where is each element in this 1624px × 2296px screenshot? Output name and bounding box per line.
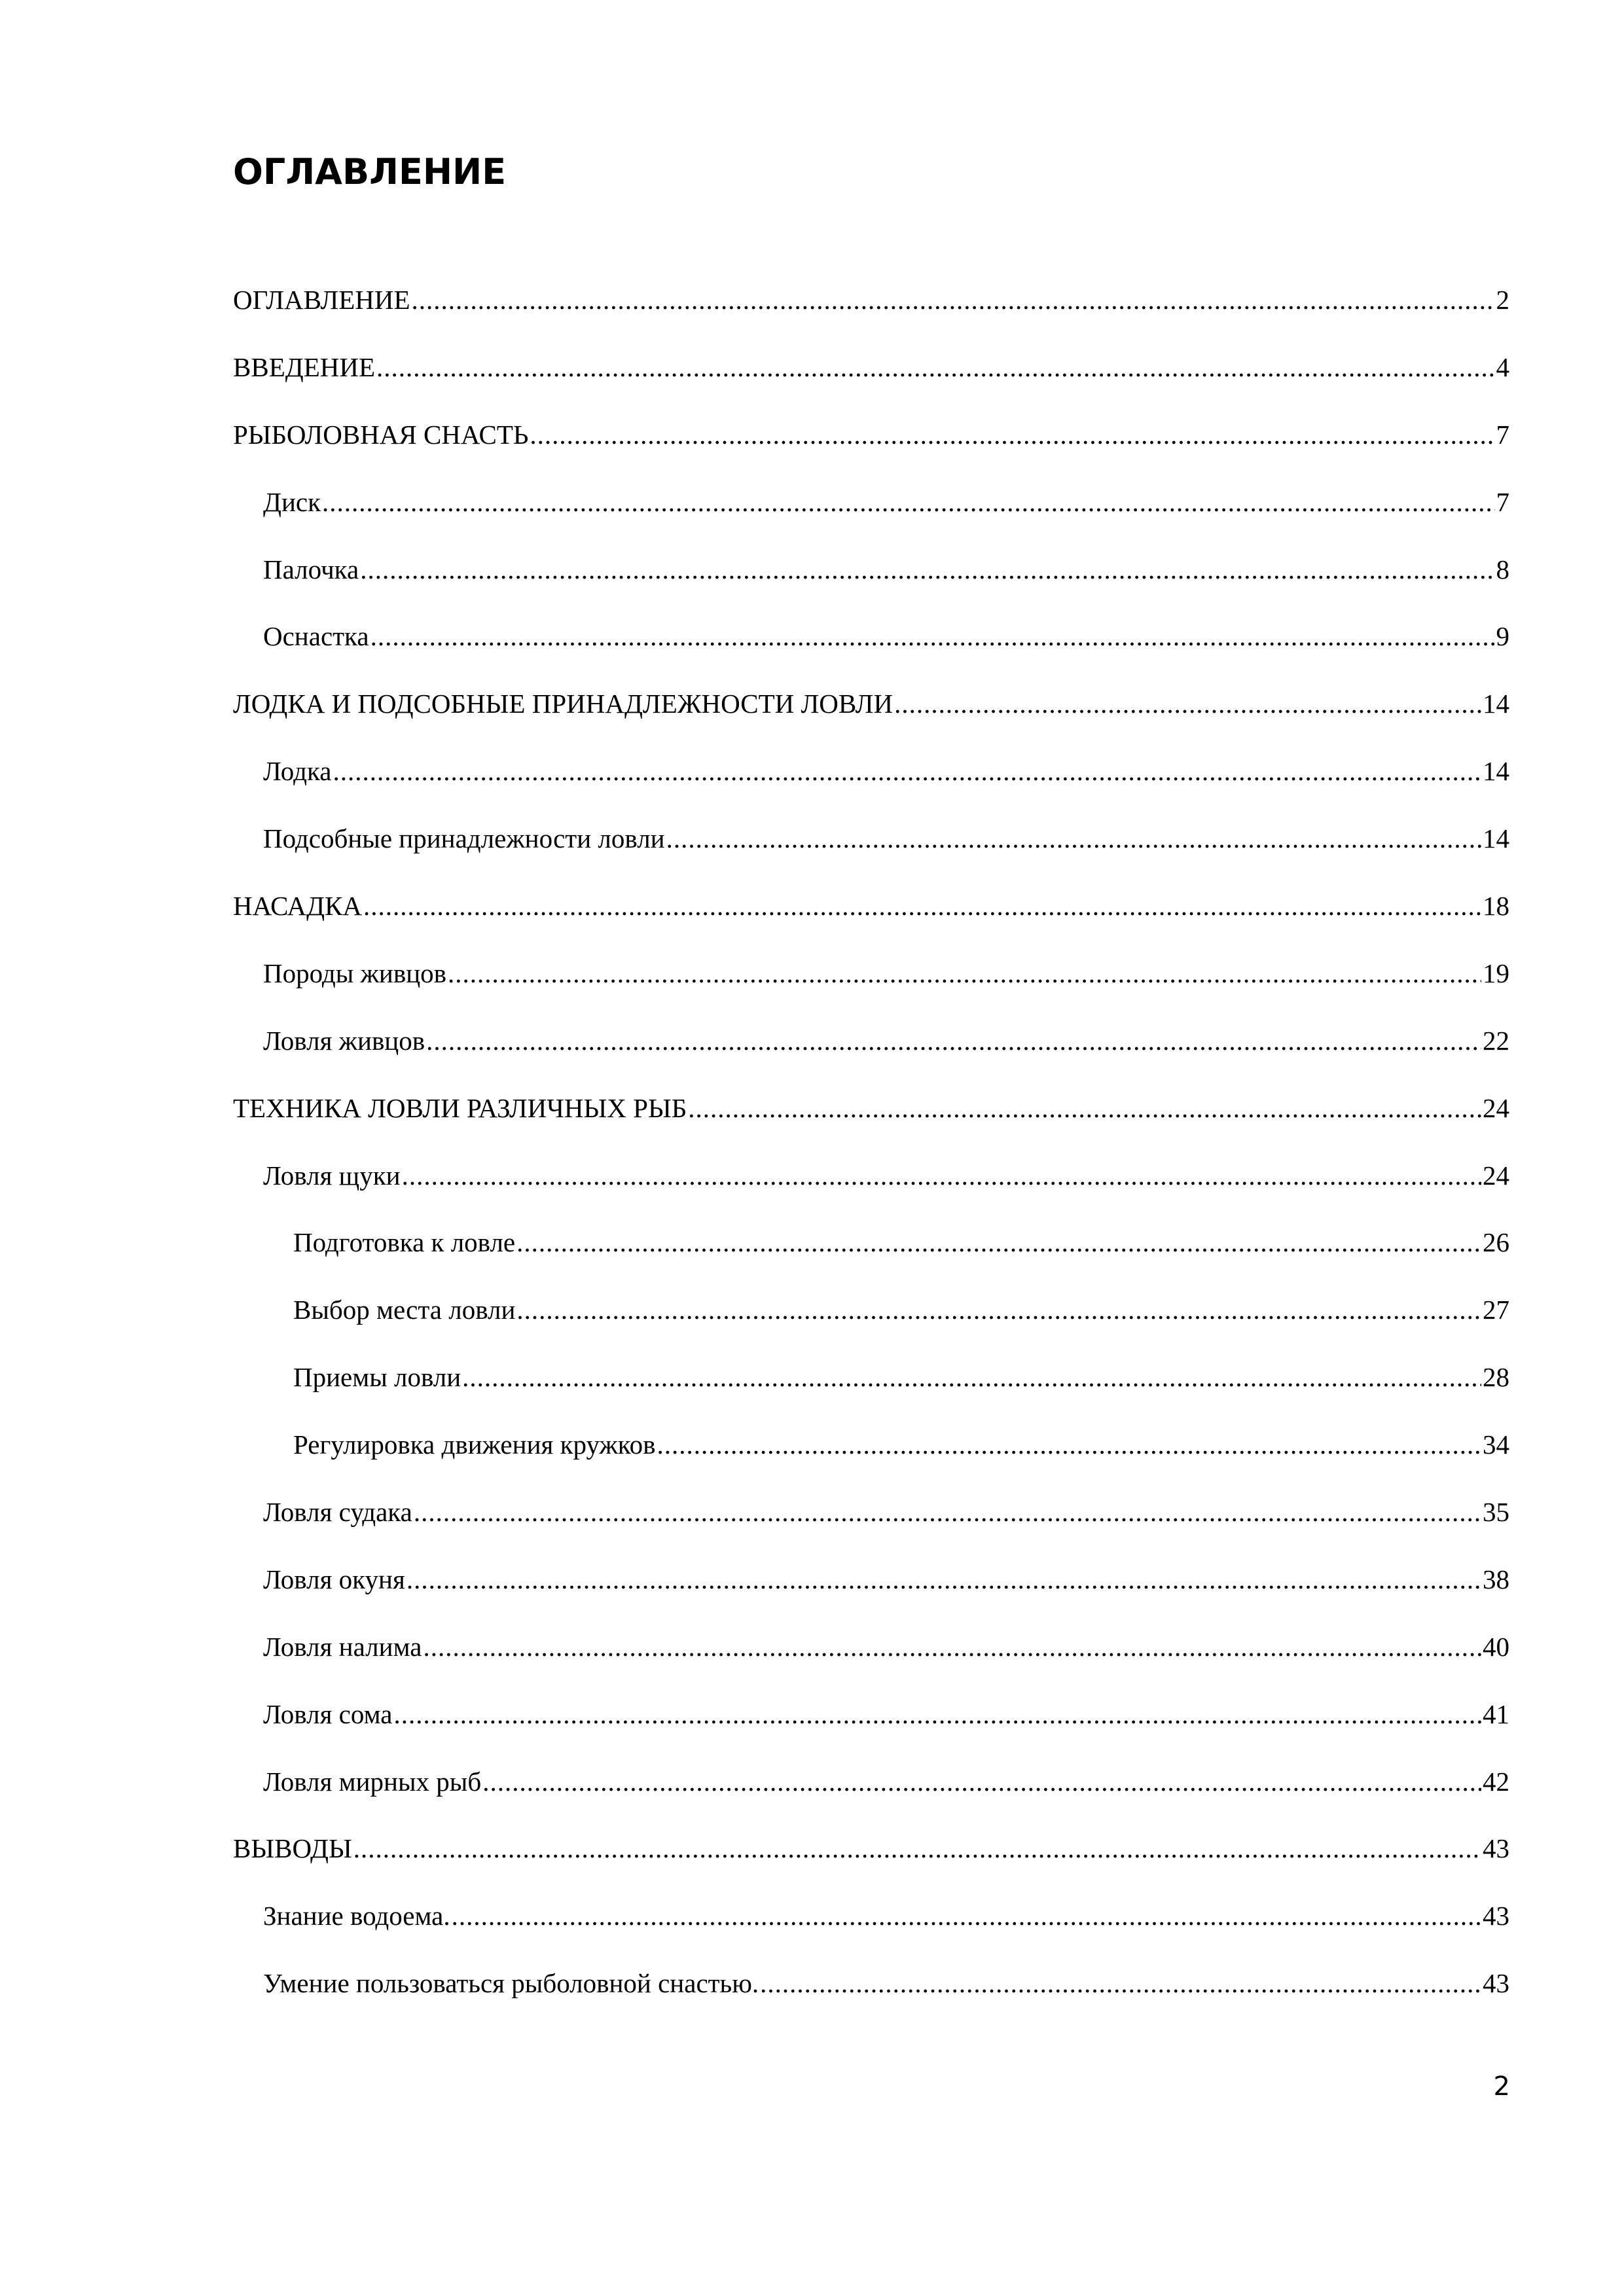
- toc-leader-dots: [406, 1566, 1481, 1593]
- toc-leader-dots: [760, 1970, 1481, 1997]
- toc-entry-page: 42: [1483, 1768, 1509, 1797]
- toc-entry[interactable]: [233, 623, 1509, 691]
- toc-entry-title: ВЫВОДЫ: [233, 1835, 352, 1864]
- toc-entry[interactable]: [233, 556, 1509, 624]
- toc-leader-dots: [688, 1095, 1481, 1122]
- toc-entry-title: Лодка: [263, 758, 332, 787]
- toc-entry[interactable]: [233, 1634, 1509, 1701]
- toc-leader-dots: [666, 825, 1481, 852]
- toc-entry[interactable]: [233, 1431, 1509, 1499]
- toc-entry-page: 18: [1483, 893, 1509, 922]
- toc-leader-dots: [482, 1768, 1481, 1795]
- toc-entry-page: 14: [1483, 758, 1509, 787]
- toc-entry[interactable]: [233, 758, 1509, 825]
- toc-entry-page: 28: [1483, 1364, 1509, 1393]
- toc-entry-page: 22: [1483, 1027, 1509, 1056]
- toc-leader-dots: [657, 1431, 1481, 1458]
- toc-entry-page: 43: [1483, 1835, 1509, 1864]
- toc-entry-page: 34: [1483, 1431, 1509, 1460]
- toc-entry[interactable]: [233, 1028, 1509, 1095]
- toc-entry-page: 19: [1483, 960, 1509, 988]
- toc-entry[interactable]: [233, 960, 1509, 1028]
- toc-entry[interactable]: [233, 1970, 1509, 2037]
- toc-entry[interactable]: [233, 1768, 1509, 1836]
- toc-leader-dots: [322, 489, 1494, 516]
- toc-leader-dots: [412, 287, 1495, 314]
- toc-entry-title: Подготовка к ловле: [293, 1229, 516, 1258]
- toc-entry-page: 38: [1483, 1566, 1509, 1594]
- toc-entry-title: Оснастка: [263, 623, 369, 652]
- toc-entry-title: НАСАДКА: [233, 893, 363, 922]
- toc-entry-page: 7: [1496, 421, 1509, 450]
- toc-entry-title: РЫБОЛОВНАЯ СНАСТЬ: [233, 421, 529, 450]
- toc-entry-title: Ловля судака: [263, 1499, 412, 1528]
- toc-entry[interactable]: [233, 354, 1509, 422]
- toc-entry-title: Знание водоема.: [263, 1903, 450, 1931]
- toc-leader-dots: [402, 1162, 1481, 1189]
- toc-leader-dots: [894, 691, 1481, 717]
- toc-entry-title: Породы живцов: [263, 960, 447, 988]
- toc-leader-dots: [363, 893, 1481, 920]
- toc-entry[interactable]: [233, 1162, 1509, 1230]
- toc-entry-page: 4: [1496, 353, 1509, 382]
- toc-entry[interactable]: [233, 1297, 1509, 1364]
- toc-entry-title: ЛОДКА И ПОДСОБНЫЕ ПРИНАДЛЕЖНОСТИ ЛОВЛИ: [233, 691, 893, 719]
- toc-leader-dots: [426, 1028, 1481, 1054]
- toc-entry[interactable]: [233, 1364, 1509, 1431]
- toc-list: [233, 287, 1509, 2037]
- toc-entry-title: Ловля мирных рыб: [263, 1768, 482, 1797]
- toc-entry-page: 24: [1483, 1094, 1509, 1123]
- toc-entry-title: Диск: [263, 488, 321, 517]
- toc-entry-page: 40: [1483, 1633, 1509, 1662]
- toc-entry[interactable]: [233, 422, 1509, 489]
- toc-entry[interactable]: [233, 1835, 1509, 1903]
- toc-entry-title: Приемы ловли: [293, 1364, 461, 1393]
- toc-leader-dots: [393, 1701, 1481, 1728]
- toc-leader-dots: [462, 1364, 1481, 1391]
- page-number: 2: [1493, 2072, 1510, 2102]
- toc-entry[interactable]: [233, 1701, 1509, 1768]
- toc-entry-page: 27: [1483, 1297, 1509, 1325]
- toc-entry[interactable]: [233, 287, 1509, 354]
- toc-entry-title: Ловля живцов: [263, 1027, 425, 1056]
- toc-entry-title: Умение пользоваться рыболовной снастью.: [263, 1970, 759, 1999]
- toc-entry-page: 35: [1483, 1499, 1509, 1528]
- toc-entry-title: Подсобные принадлежности ловли: [263, 825, 665, 854]
- toc-entry[interactable]: [233, 893, 1509, 960]
- toc-entry-page: 14: [1483, 825, 1509, 854]
- toc-entry-title: ОГЛАВЛЕНИЕ: [233, 287, 410, 315]
- toc-leader-dots: [333, 758, 1481, 785]
- toc-leader-dots: [530, 422, 1494, 448]
- toc-leader-dots: [516, 1229, 1481, 1256]
- toc-entry-title: Ловля щуки: [263, 1162, 401, 1191]
- toc-entry-title: ТЕХНИКА ЛОВЛИ РАЗЛИЧНЫХ РЫБ: [233, 1094, 687, 1123]
- toc-entry-title: Ловля сома: [263, 1700, 393, 1729]
- toc-heading: ОГЛАВЛЕНИЕ: [233, 151, 507, 192]
- toc-leader-dots: [452, 1903, 1481, 1929]
- toc-entry[interactable]: [233, 1229, 1509, 1297]
- toc-entry[interactable]: [233, 691, 1509, 758]
- toc-entry-page: 24: [1483, 1162, 1509, 1191]
- toc-entry-page: 8: [1496, 556, 1509, 584]
- toc-leader-dots: [370, 623, 1495, 650]
- toc-entry-page: 41: [1483, 1700, 1509, 1729]
- toc-entry-page: 43: [1483, 1903, 1509, 1931]
- toc-entry-title: Регулировка движения кружков: [293, 1431, 656, 1460]
- toc-leader-dots: [516, 1297, 1481, 1323]
- toc-entry-page: 26: [1483, 1229, 1509, 1258]
- toc-entry[interactable]: [233, 489, 1509, 556]
- toc-leader-dots: [360, 556, 1494, 583]
- toc-entry-title: Палочка: [263, 556, 359, 584]
- toc-entry[interactable]: [233, 1903, 1509, 1970]
- toc-entry-title: Ловля налима: [263, 1633, 422, 1662]
- toc-entry[interactable]: [233, 825, 1509, 893]
- toc-entry[interactable]: [233, 1566, 1509, 1634]
- toc-entry-page: 2: [1496, 287, 1509, 315]
- toc-entry-page: 7: [1496, 488, 1509, 517]
- toc-entry-title: Ловля окуня: [263, 1566, 405, 1594]
- toc-leader-dots: [448, 960, 1481, 987]
- toc-leader-dots: [414, 1499, 1481, 1526]
- toc-leader-dots: [376, 354, 1494, 381]
- toc-entry-title: ВВЕДЕНИЕ: [233, 353, 376, 382]
- toc-entry[interactable]: [233, 1095, 1509, 1162]
- toc-leader-dots: [423, 1634, 1481, 1660]
- toc-entry[interactable]: [233, 1499, 1509, 1566]
- toc-entry-title: Выбор места ловли: [293, 1297, 516, 1325]
- toc-entry-page: 43: [1483, 1970, 1509, 1999]
- toc-leader-dots: [353, 1835, 1481, 1862]
- toc-entry-page: 14: [1483, 691, 1509, 719]
- toc-entry-page: 9: [1496, 623, 1509, 652]
